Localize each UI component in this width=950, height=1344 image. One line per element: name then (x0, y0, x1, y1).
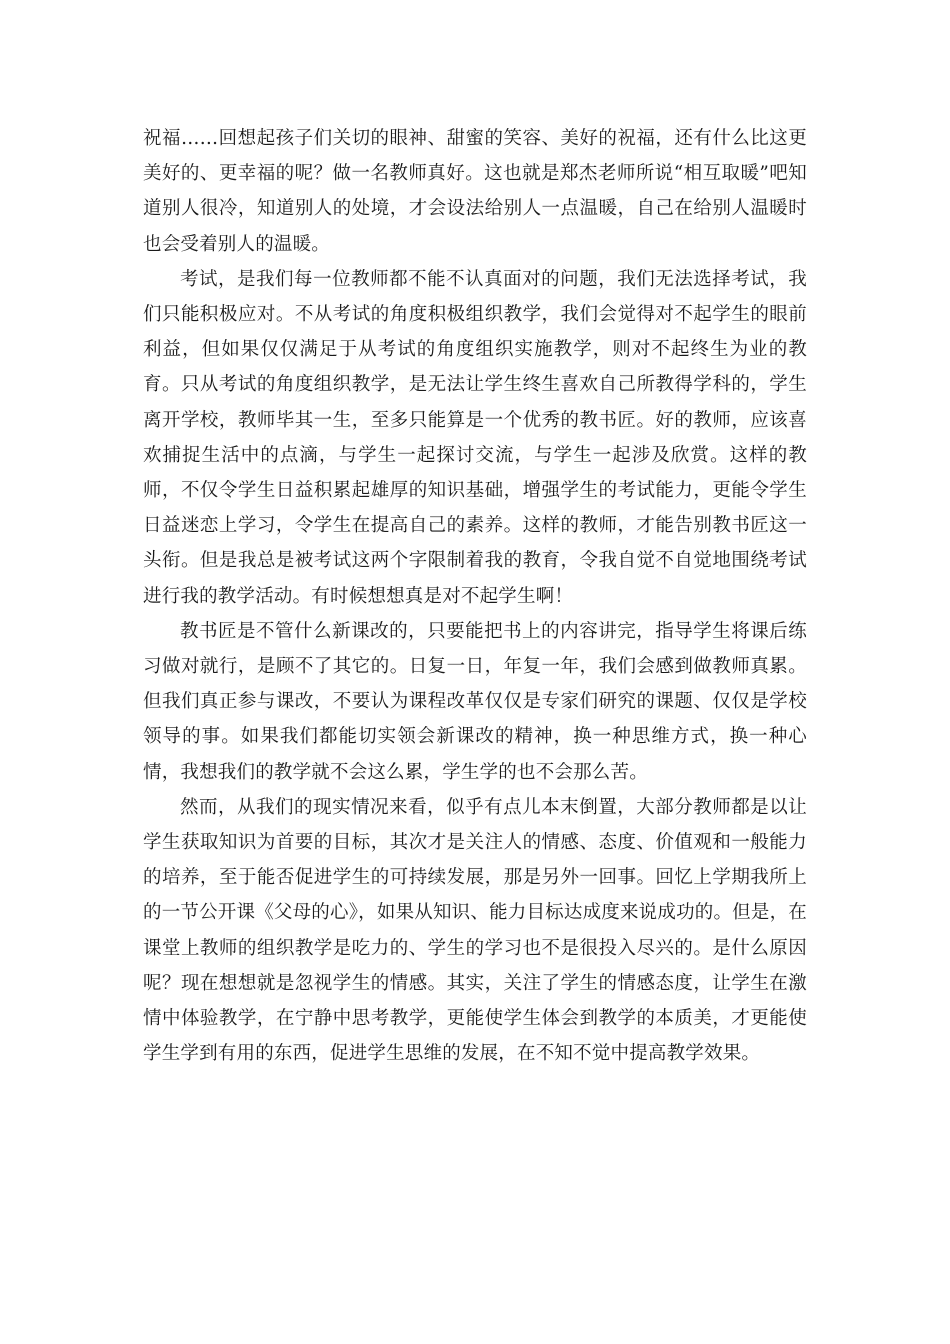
document-body (143, 121, 807, 1071)
paragraph-2: 考试，是我们每一位教师都不能不认真面对的问题，我们无法选择考试，我们只能积极应对。不从考试的角度积极组织教学，我们会觉得对不起学生的眼前利益，但如果仅仅满足于从考试的角度组织实施教学，则对不起终生为业的教育。只从考试的角度组织教学，是无法让学生终生喜欢自己所教得学科的，学生离开学校，教师毕其一生，至多只能算是一个优秀的教书匠。好的教师，应该喜欢捕捉生活中的点滴，与学生一起探讨交流，与学生一起涉及欣赏。这样的教师，不仅令学生日益积累起雄厚的知识基础，增强学生的考试能力，更能令学生日益迷恋上学习，令学生在提高自己的素养。这样的教师，才能告别教书匠这一头衔。但是我总是被考试这两个字限制着我的教育，令我自觉不自觉地围绕考试进行我的教学活动。有时候想想真是对不起学生啊！ (143, 268, 807, 607)
paragraph-1: 祝福……回想起孩子们关切的眼神、甜蜜的笑容、美好的祝福，还有什么比这更美好的、更幸福的呢？做一名教师真好。这也就是郑杰老师所说“相互取暖”吧知道别人很冷，知道别人的处境，才会设法给别人一点温暖，自己在给别人温暖时也会受着别人的温暖。 (143, 128, 807, 255)
paragraph-3: 教书匠是不管什么新课改的，只要能把书上的内容讲完，指导学生将课后练习做对就行，是顾不了其它的。日复一日，年复一年，我们会感到做教师真累。但我们真正参与课改，不要认为课程改革仅仅是专家们研究的课题、仅仅是学校领导的事。如果我们都能切实领会新课改的精神，换一种思维方式，换一种心情，我想我们的教学就不会这么累，学生学的也不会那么苦。 (143, 620, 807, 783)
paragraph-4: 然而，从我们的现实情况来看，似乎有点儿本末倒置，大部分教师都是以让学生获取知识为首要的目标，其次才是关注人的情感、态度、价值观和一般能力的培养，至于能否促进学生的可持续发展，那是另外一回事。回忆上学期我所上的一节公开课《父母的心》，如果从知识、能力目标达成度来说成功的。但是，在课堂上教师的组织教学是吃力的、学生的学习也不是很投入尽兴的。是什么原因呢？现在想想就是忽视学生的情感。其实，关注了学生的情感态度，让学生在激情中体验教学，在宁静中思考教学，更能使学生体会到教学的本质美，才更能使学生学到有用的东西，促进学生思维的发展，在不知不觉中提高教学效果。 (143, 796, 807, 1065)
